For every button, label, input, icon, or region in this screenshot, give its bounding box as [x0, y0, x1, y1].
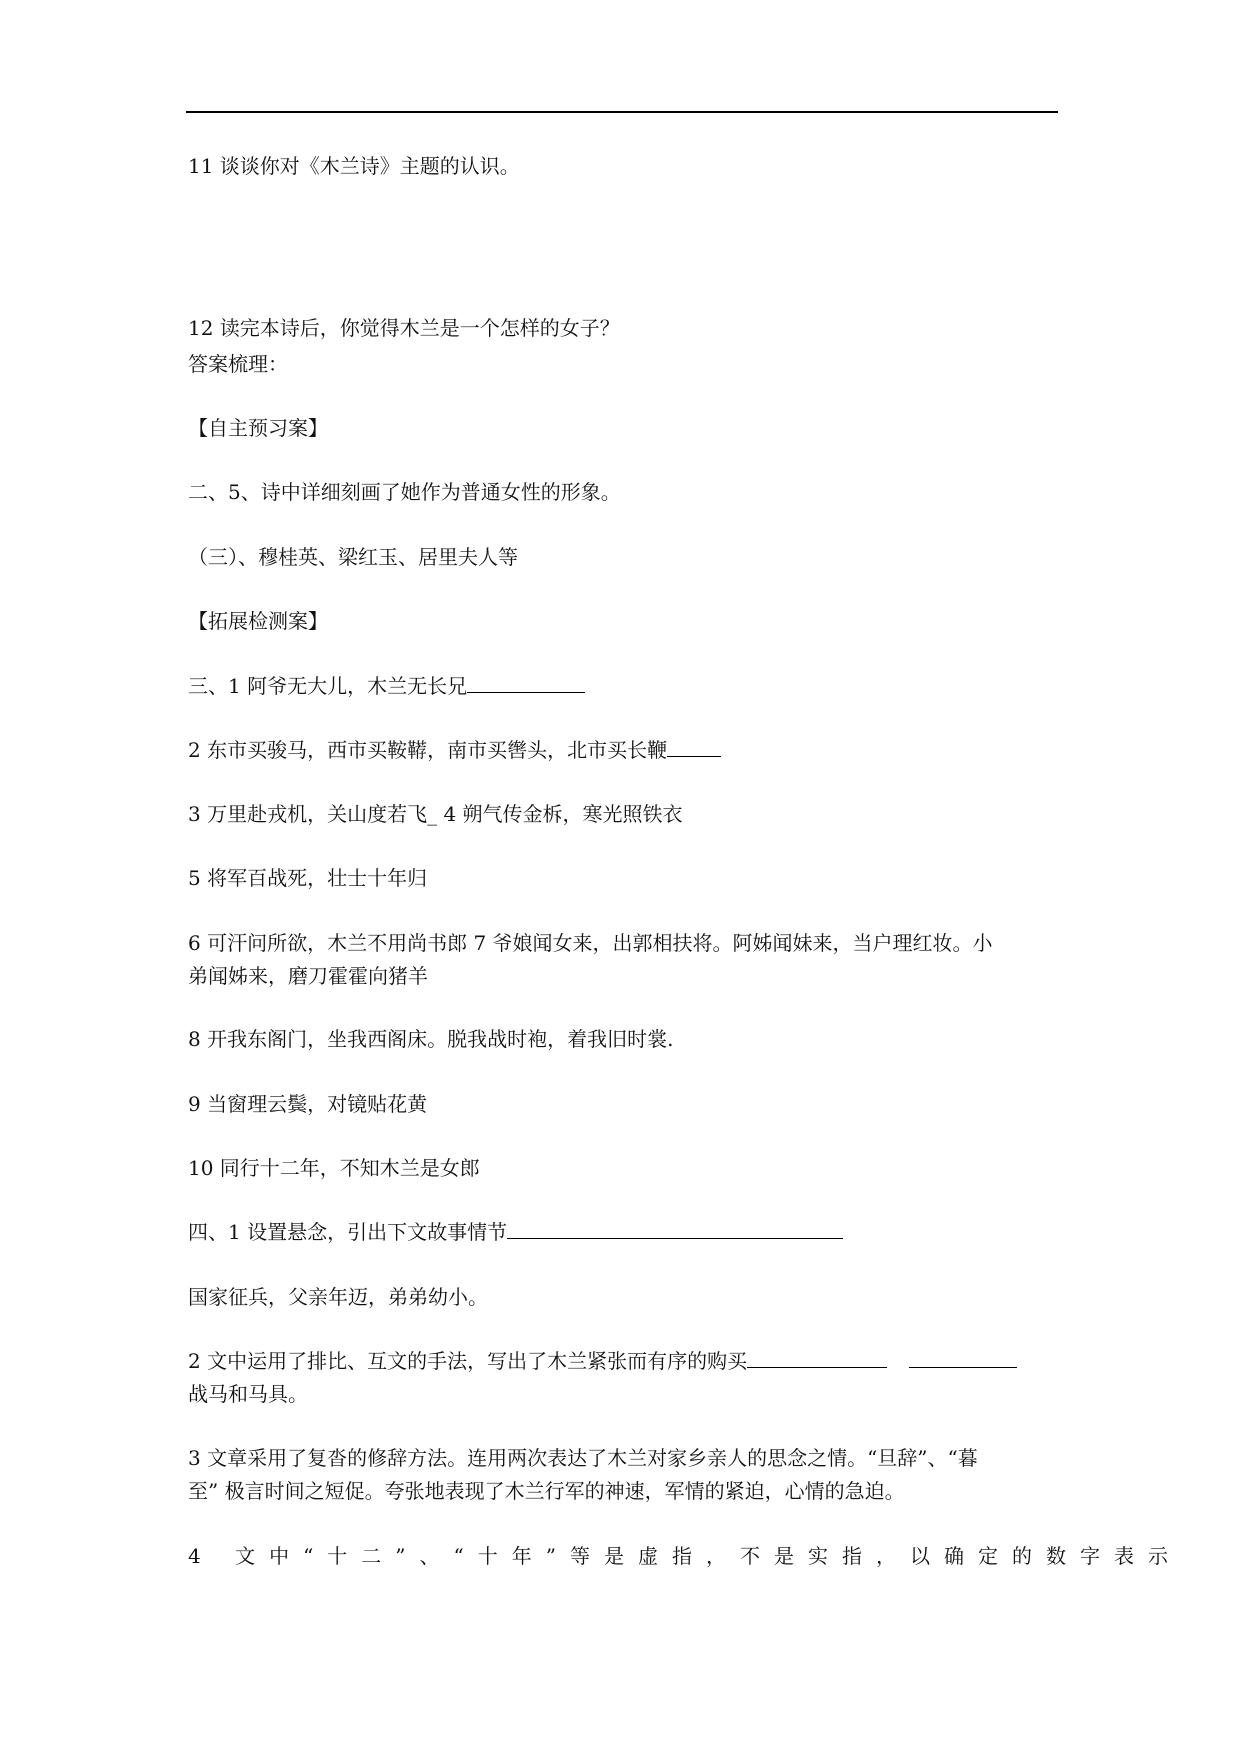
question-12: 12 读完本诗后，你觉得木兰是一个怎样的女子？	[188, 316, 620, 340]
question-11: 11 谈谈你对《木兰诗》主题的认识。	[188, 154, 520, 178]
answer-san: （三）、穆桂英、梁红玉、居里夫人等	[188, 545, 518, 569]
answer-3-5: 5 将军百战死，壮士十年归	[188, 866, 428, 890]
answer-3-3: 3 万里赴戎机，关山度若飞_ 4 朔气传金柝，寒光照铁衣	[188, 802, 683, 826]
answer-3-2	[188, 734, 721, 766]
answer-3-9: 9 当窗理云鬓，对镜贴花黄	[188, 1092, 428, 1116]
answer-3-8: 8 开我东阁门，坐我西阁床。脱我战时袍，着我旧时裳.	[188, 1027, 674, 1051]
answer-2-5: 二、5、诗中详细刻画了她作为普通女性的形象。	[188, 480, 621, 504]
blank-line	[909, 1347, 1017, 1368]
section-extend-heading: 【拓展检测案】	[188, 609, 328, 633]
answer-3-1-text: 三、1 阿爷无大儿，木兰无长兄	[188, 674, 468, 698]
answer-4-1b: 国家征兵，父亲年迈，弟弟幼小。	[188, 1285, 488, 1309]
answer-4-2-line1	[188, 1345, 1017, 1377]
answer-4-2-text: 2 文中运用了排比、互文的手法，写出了木兰紧张而有序的购买	[188, 1349, 748, 1373]
answer-3-6-line1: 6 可汗问所欲，木兰不用尚书郎 7 爷娘闻女来，出郭相扶将。阿姊闻妹来，当户理红妆。小	[188, 931, 993, 955]
header-rule	[186, 111, 1058, 113]
answer-heading: 答案梳理：	[188, 352, 288, 376]
blank-line	[507, 1218, 843, 1239]
answer-4-1-text: 四、1 设置悬念，引出下文故事情节	[188, 1220, 508, 1244]
answer-3-2-text: 2 东市买骏马，西市买鞍鞯，南市买辔头，北市买长鞭	[188, 738, 668, 762]
section-preview-heading: 【自主预习案】	[188, 416, 328, 440]
answer-3-6-line2: 弟闻姊来，磨刀霍霍向猪羊	[188, 964, 428, 988]
answer-3-10: 10 同行十二年，不知木兰是女郎	[188, 1156, 480, 1180]
answer-3-1	[188, 670, 585, 702]
answer-4-3-line1: 3 文章采用了复沓的修辞方法。连用两次表达了木兰对家乡亲人的思念之情。“旦辞”、“暮	[188, 1446, 978, 1470]
answer-4-1	[188, 1216, 843, 1248]
blank-line	[467, 672, 585, 693]
answer-4-3-line2: 至” 极言时间之短促。夸张地表现了木兰行军的神速，军情的紧迫，心情的急迫。	[188, 1479, 905, 1503]
blank-line	[747, 1347, 887, 1368]
answer-4-4: 4 文中“十二”、“十年”等是虚指，不是实指，以确定的数字表示	[188, 1544, 1182, 1568]
blank-line	[667, 736, 721, 757]
answer-4-2-line2: 战马和马具。	[188, 1382, 308, 1406]
